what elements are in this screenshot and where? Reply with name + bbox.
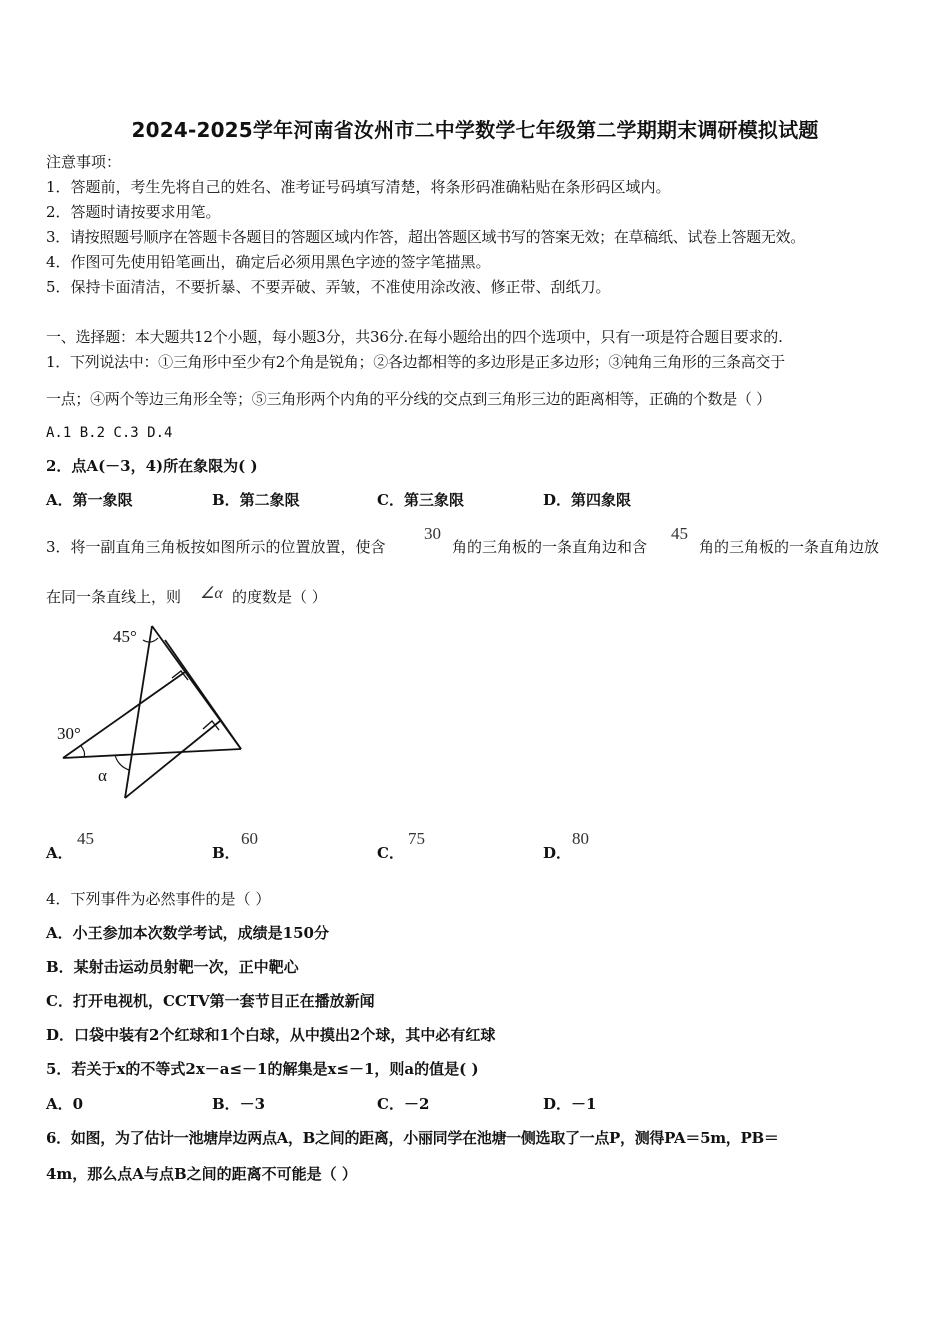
question-2-option-a: A．第一象限 — [46, 491, 133, 509]
notice-item: 5．保持卡面清洁，不要折暴、不要弄破、弄皱，不准使用涂改液、修正带、刮纸刀。 — [46, 278, 611, 296]
question-1-line1: 1．下列说法中：①三角形中至少有2个角是锐角；②各边都相等的多边形是正多边形；③钝角三角形的三条高交于 — [46, 353, 785, 371]
question-4-option-c: C．打开电视机，CCTV第一套节目正在播放新闻 — [46, 992, 375, 1010]
question-3-line2b: 的度数是（ ） — [232, 588, 327, 606]
triangle30-leg — [165, 640, 241, 749]
angle-arc-alpha — [115, 755, 129, 770]
question-3-option-b-value: 60 — [241, 829, 258, 848]
question-1-line2: 一点；④两个等边三角形全等；⑤三角形两个内角的平分线的交点到三角形三边的距离相等，正确的个数是（ ） — [46, 390, 771, 408]
question-5-option-b: B．－3 — [212, 1095, 266, 1113]
angle-45-symbol: 45 — [671, 524, 688, 543]
question-4-stem: 4．下列事件为必然事件的是（ ） — [46, 890, 271, 908]
question-5-stem: 5．若关于x的不等式2x－a≤－1的解集是x≤－1，则a的值是( ) — [46, 1060, 479, 1078]
triangle30-hypotenuse — [63, 672, 185, 758]
question-3-option-c-value: 75 — [408, 829, 425, 848]
question-5-option-d: D．－1 — [543, 1095, 597, 1113]
triangle-figure — [55, 620, 255, 805]
question-3-option-d-value: 80 — [572, 829, 589, 848]
question-3-option-a-value: 45 — [77, 829, 94, 848]
question-3-part1: 3．将一副直角三角板按如图所示的位置放置，使含 — [46, 538, 386, 556]
question-3-line2a: 在同一条直线上，则 — [46, 588, 182, 606]
triangle30-leg — [63, 749, 241, 758]
question-3-option-b-letter: B． — [212, 844, 240, 862]
question-4-option-a: A．小王参加本次数学考试，成绩是150分 — [46, 924, 329, 942]
question-3-option-c-letter: C． — [377, 844, 404, 862]
question-2-option-d: D．第四象限 — [543, 491, 632, 509]
alpha-angle-symbol: ∠α — [200, 585, 223, 602]
figure-label-45: 45° — [113, 627, 137, 646]
exam-title: 2024-2025学年河南省汝州市二中学数学七年级第二学期期末调研模拟试题 — [131, 118, 819, 142]
section-heading: 一、选择题：本大题共12个小题，每小题3分，共36分.在每小题给出的四个选项中，只有一项是符合题目要求的. — [46, 328, 783, 346]
question-5-option-a: A．0 — [46, 1095, 84, 1113]
question-3-option-a-letter: A． — [46, 844, 73, 862]
question-2-option-c: C．第三象限 — [377, 491, 464, 509]
question-4-option-d: D．口袋中装有2个红球和1个白球，从中摸出2个球，其中必有红球 — [46, 1026, 496, 1044]
notice-item: 1．答题前，考生先将自己的姓名、准考证号码填写清楚，将条形码准确粘贴在条形码区域内。 — [46, 178, 671, 196]
question-3-part2: 角的三角板的一条直角边和含 — [452, 538, 648, 556]
question-1-options: A.1 B.2 C.3 D.4 — [46, 425, 173, 441]
question-3-part3: 角的三角板的一条直角边放 — [699, 538, 880, 556]
question-6-line1: 6．如图，为了估计一池塘岸边两点A，B之间的距离，小丽同学在池塘一侧选取了一点P，测得PA＝5m，PB＝ — [46, 1129, 779, 1147]
notice-item: 2．答题时请按要求用笔。 — [46, 203, 221, 221]
angle-arc-30 — [81, 746, 85, 757]
triangle45-leg — [125, 721, 220, 798]
question-4-option-b: B．某射击运动员射靶一次，正中靶心 — [46, 958, 299, 976]
question-6-line2: 4m，那么点A与点B之间的距离不可能是（ ） — [46, 1165, 357, 1183]
notice-item: 3．请按照题号顺序在答题卡各题目的答题区域内作答，超出答题区域书写的答案无效；在草稿纸、试卷上答题无效。 — [46, 228, 805, 246]
question-2-option-b: B．第二象限 — [212, 491, 300, 509]
question-5-option-c: C．－2 — [377, 1095, 430, 1113]
notice-item: 4．作图可先使用铅笔画出，确定后必须用黑色字迹的签字笔描黑。 — [46, 253, 491, 271]
figure-label-30: 30° — [57, 724, 81, 743]
question-3-option-d-letter: D． — [543, 844, 572, 862]
question-2-stem: 2．点A(－3，4)所在象限为( ) — [46, 457, 258, 475]
figure-label-alpha: α — [98, 766, 107, 785]
angle-30-symbol: 30 — [424, 524, 441, 543]
notice-heading: 注意事项： — [46, 153, 122, 171]
